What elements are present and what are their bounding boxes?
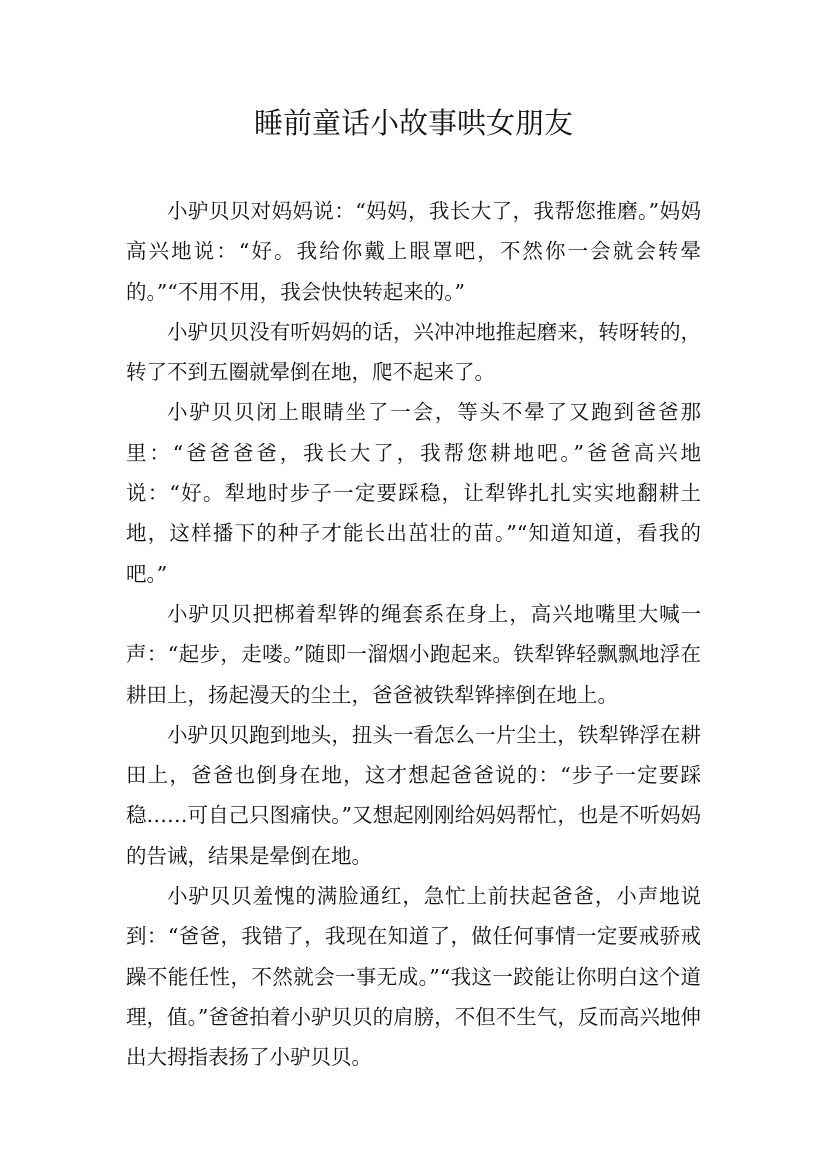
document-title: 睡前童话小故事哄女朋友 <box>253 106 573 140</box>
paragraph-6: 小驴贝贝羞愧的满脸通红，急忙上前扶起爸爸，小声地说到：“爸爸，我错了，我现在知道了，做任何事情一定要戒骄戒躁不能任性，不然就会一事无成。”“我这一跤能让你明白这个道理，值。”爸爸拍着小驴贝贝的肩膀，不但不生气，反而高兴地伸出大拇指表扬了小驴贝贝。 <box>126 884 701 1070</box>
paragraph-5: 小驴贝贝跑到地头，扭头一看怎么一片尘土，铁犁铧浮在耕田上，爸爸也倒身在地，这才想起爸爸说的：“步子一定要踩稳……可自己只图痛快。”又想起刚刚给妈妈帮忙，也是不听妈妈的告诫，结果是晕倒在地。 <box>126 722 701 868</box>
paragraph-1: 小驴贝贝对妈妈说：“妈妈，我长大了，我帮您推磨。”妈妈高兴地说：“好。我给你戴上眼罩吧，不然你一会就会转晕的。”“不用不用，我会快快转起来的。” <box>126 199 701 304</box>
paragraph-3: 小驴贝贝闭上眼睛坐了一会，等头不晕了又跑到爸爸那里：“爸爸爸爸，我长大了，我帮您耕地吧。”爸爸高兴地说：“好。犁地时步子一定要踩稳，让犁铧扎扎实实地翻耕土地，这样播下的种子才能长出茁壮的苗。”“知道知道，看我的吧。” <box>126 400 701 586</box>
paragraph-2: 小驴贝贝没有听妈妈的话，兴冲冲地推起磨来，转呀转的，转了不到五圈就晕倒在地，爬不起来了。 <box>126 319 701 385</box>
document-body <box>126 191 701 1078</box>
paragraph-4: 小驴贝贝把梆着犁铧的绳套系在身上，高兴地嘴里大喊一声：“起步，走喽。”随即一溜烟小跑起来。铁犁铧轻飘飘地浮在耕田上，扬起漫天的尘土，爸爸被铁犁铧摔倒在地上。 <box>126 601 701 707</box>
